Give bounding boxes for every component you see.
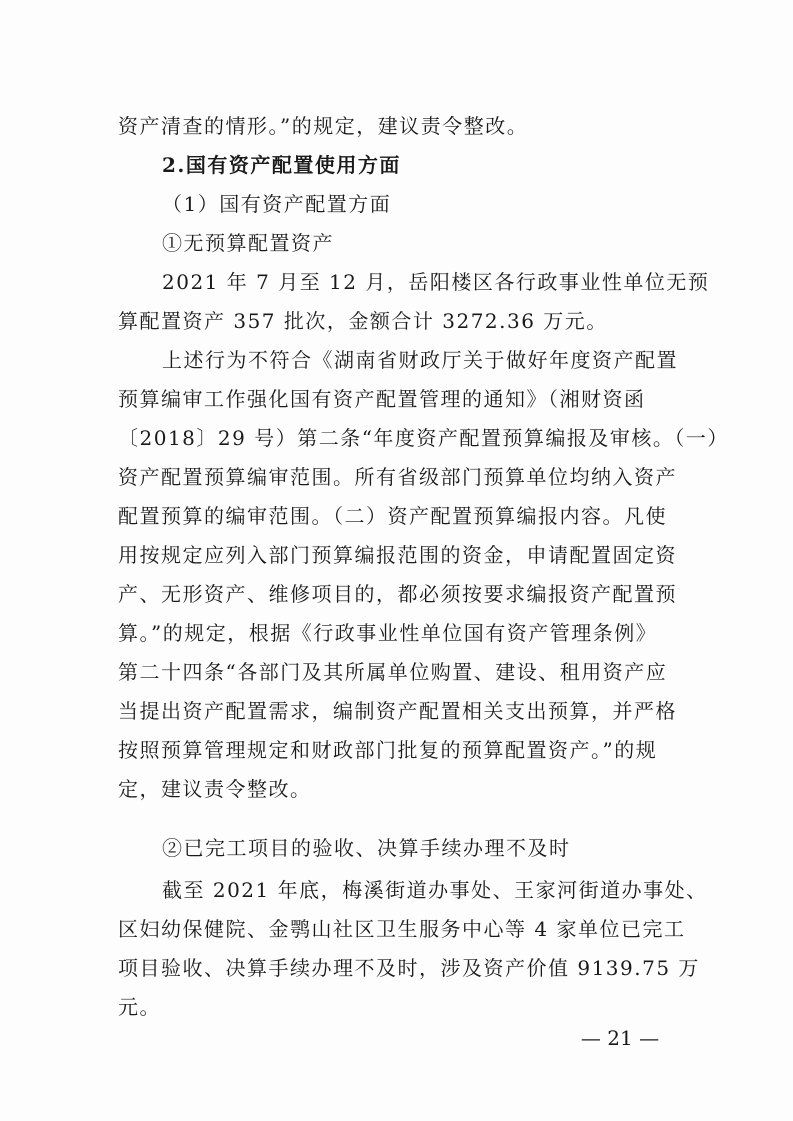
paragraph-line: 当提出资产配置需求，编制资产配置相关支出预算，并严格 [118, 699, 677, 723]
paragraph-line: 上述行为不符合《湖南省财政厅关于做好年度资产配置 [162, 348, 678, 372]
page-number: — 21 — [580, 1026, 660, 1050]
paragraph-line: 算配置资产 357 批次，金额合计 3272.36 万元。 [118, 309, 608, 333]
paragraph-line: 项目验收、决算手续办理不及时，涉及资产价值 9139.75 万 [118, 956, 700, 980]
paragraph-line: 第二十四条“各部门及其所属单位购置、建设、租用资产应 [118, 660, 668, 684]
subsection-heading: （1）国有资产配置方面 [162, 192, 392, 216]
paragraph-line: 产、无形资产、维修项目的，都必须按要求编报资产配置预 [118, 582, 677, 606]
paragraph-line: 〔2018〕29 号）第二条“年度资产配置预算编报及审核。（一） [118, 426, 729, 450]
paragraph-line: 资产配置预算编审范围。所有省级部门预算单位均纳入资产 [118, 465, 677, 489]
paragraph-line: 算。”的规定，根据《行政事业性单位国有资产管理条例》 [118, 621, 658, 645]
paragraph-line: 预算编审工作强化国有资产配置管理的通知》（湘财资函 [118, 387, 646, 411]
paragraph-line: 截至 2021 年底，梅溪街道办事处、王家河街道办事处、 [162, 878, 708, 902]
paragraph-line: 按照预算管理规定和财政部门批复的预算配置资产。”的规 [118, 738, 658, 762]
paragraph-line: 2021 年 7 月至 12 月，岳阳楼区各行政事业性单位无预 [162, 270, 710, 294]
paragraph-line: 区妇幼保健院、金鹗山社区卫生服务中心等 4 家单位已完工 [118, 917, 686, 941]
item-heading: ①无预算配置资产 [162, 231, 334, 255]
paragraph-line: 定，建议责令整改。 [118, 777, 312, 801]
section-heading: 2.国有资产配置使用方面 [162, 153, 401, 177]
paragraph-line: 资产清查的情形。”的规定，建议责令整改。 [118, 114, 529, 138]
item-heading: ②已完工项目的验收、决算手续办理不及时 [162, 836, 571, 860]
paragraph-line: 元。 [118, 995, 161, 1019]
paragraph-line: 配置预算的编审范围。（二）资产配置预算编报内容。凡使 [118, 504, 667, 528]
paragraph-line: 用按规定应列入部门预算编报范围的资金，申请配置固定资 [118, 543, 677, 567]
